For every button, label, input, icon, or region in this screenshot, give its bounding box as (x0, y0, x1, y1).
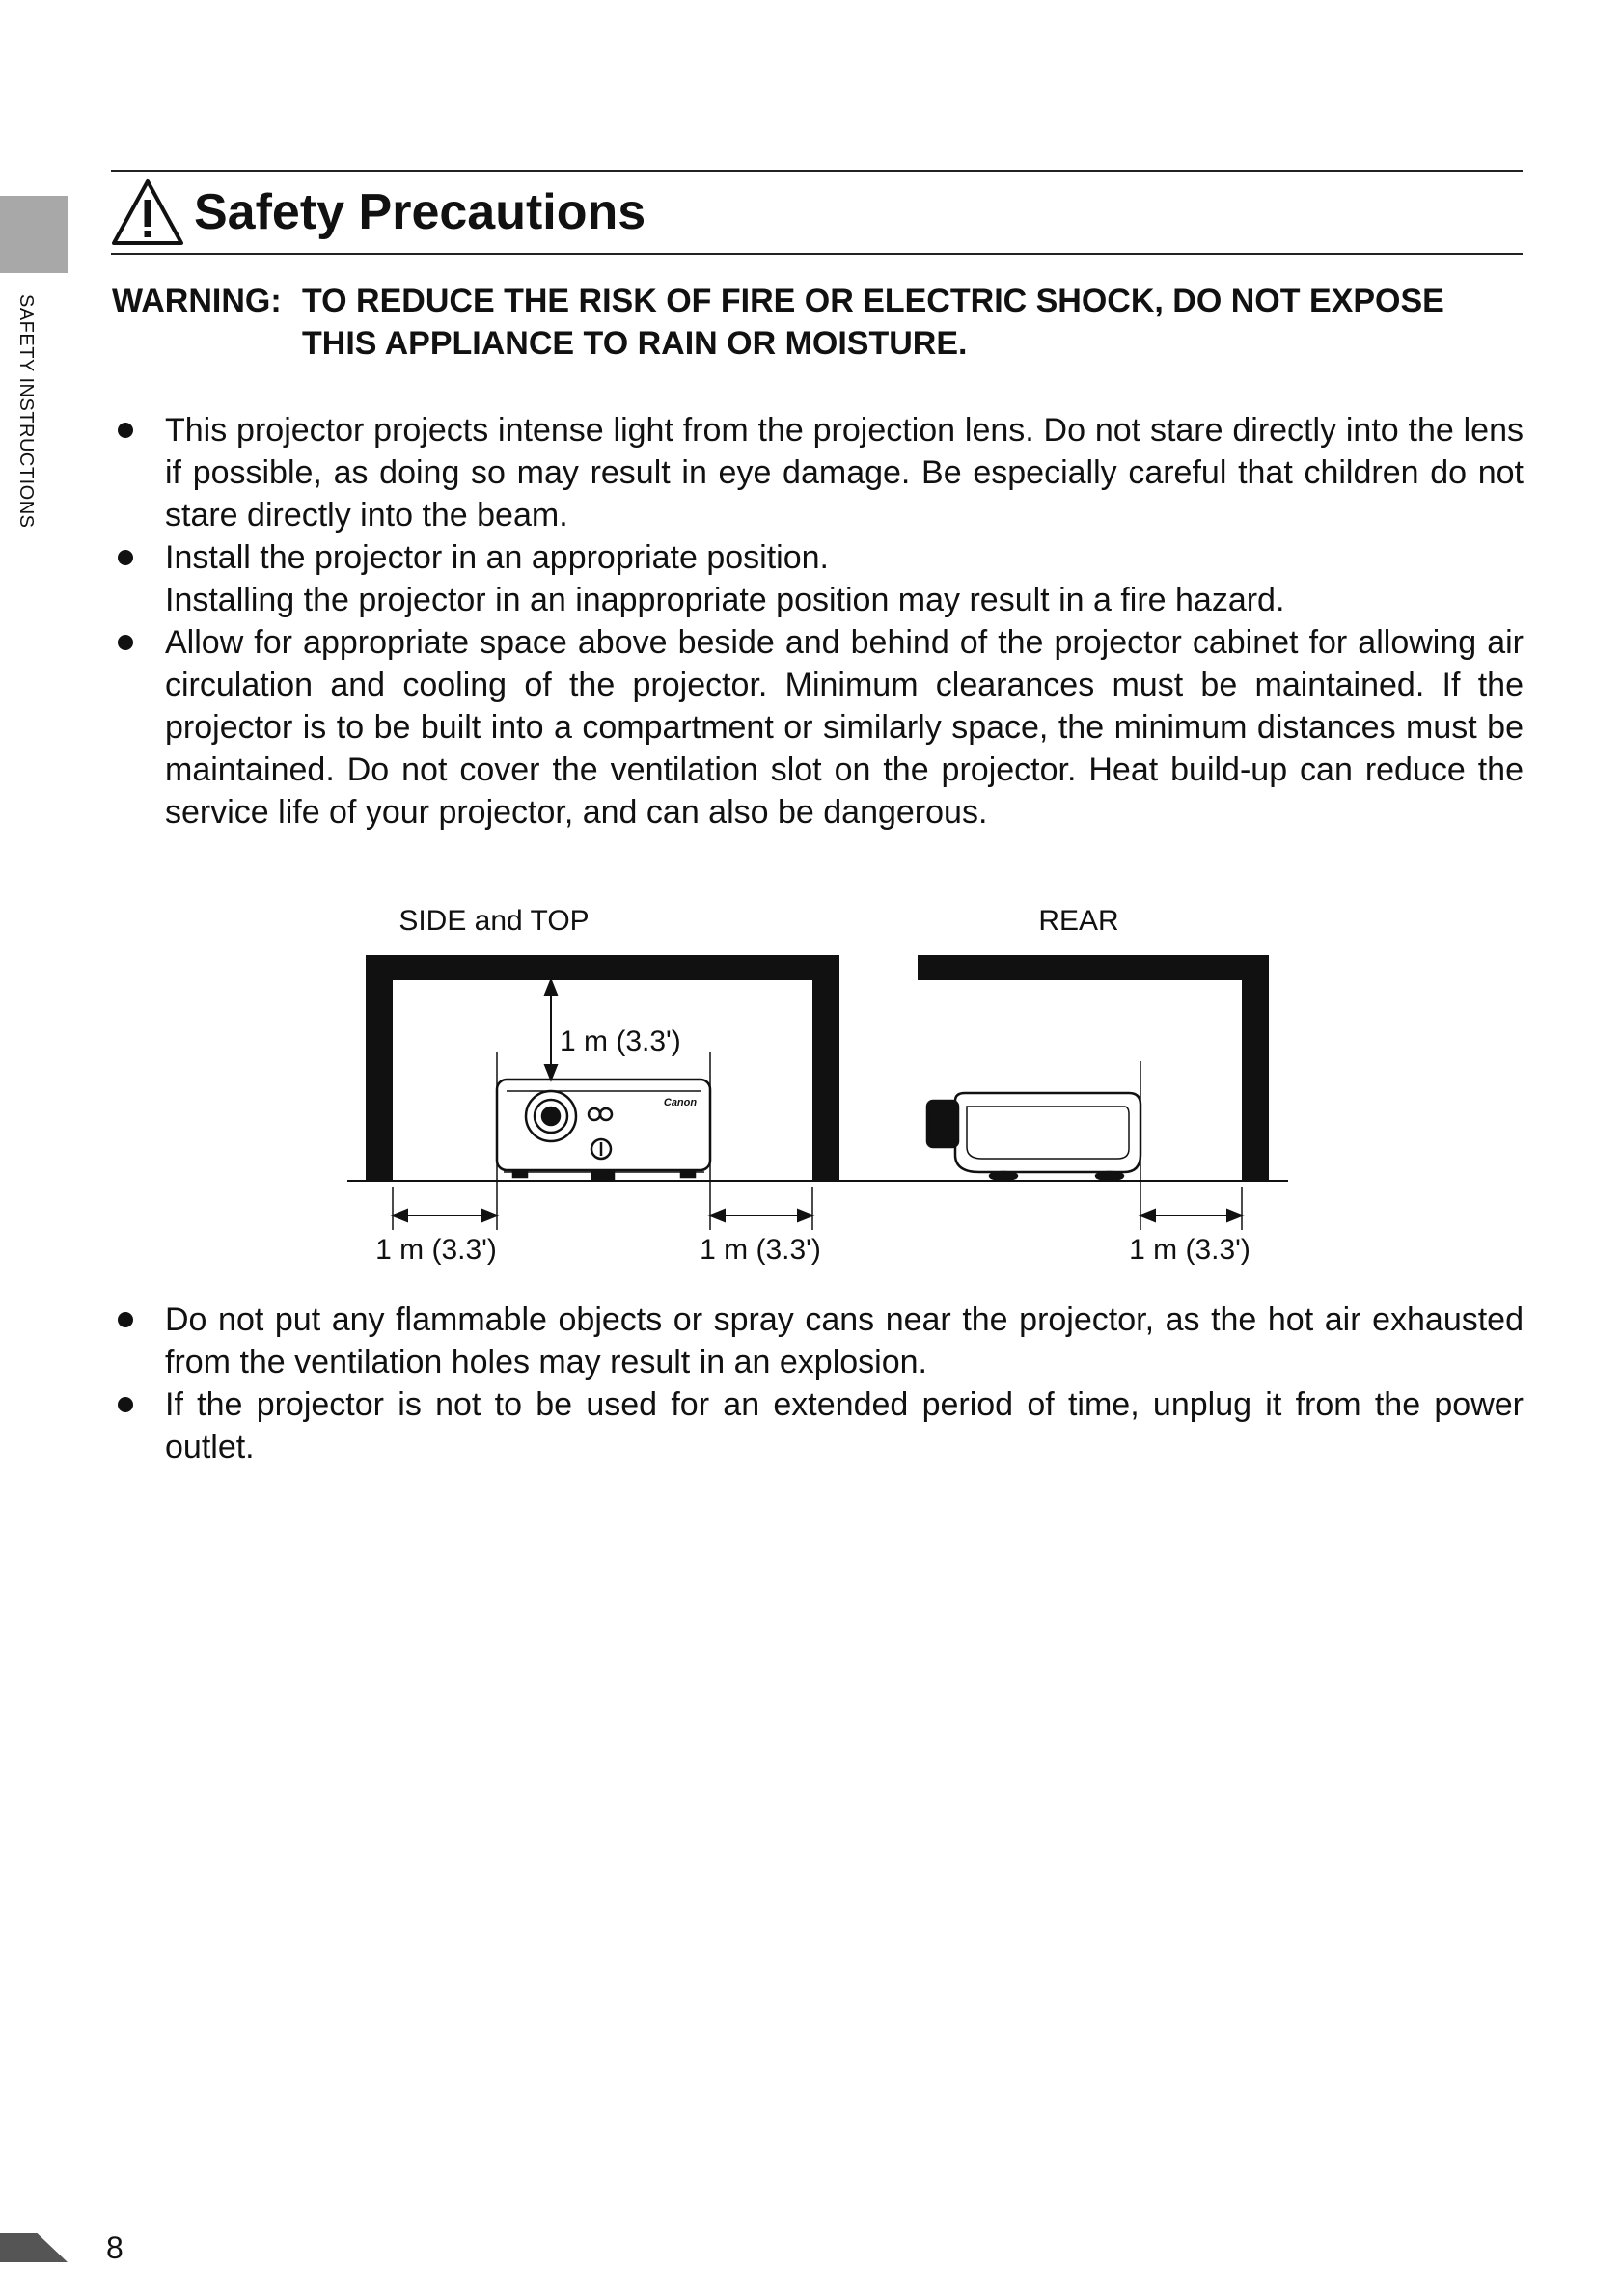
list-item-text-continued: Installing the projector in an inappropriate position may result in a fire hazard. (165, 582, 1285, 618)
list-item-text: Do not put any flammable objects or spray cans near the projector, as the hot air exhausted from the ventilation holes may result in an explosion. (165, 1301, 1524, 1380)
page-title: Safety Precautions (194, 184, 646, 240)
top-clearance-label: 1 m (3.3') (560, 1025, 681, 1057)
bullet-icon (118, 1397, 133, 1412)
rear-label: REAR (1038, 905, 1119, 937)
precaution-list-top (0, 409, 1621, 834)
list-item (0, 1383, 1524, 1468)
brand-logo: Canon (663, 1097, 698, 1108)
page-number: 8 (106, 2230, 124, 2265)
bullet-icon (118, 550, 133, 565)
rear-clearance-label: 1 m (3.3') (1129, 1234, 1250, 1266)
list-item-text: Install the projector in an appropriate position. (165, 539, 829, 576)
side-top-enclosure (366, 955, 839, 1181)
header-rule-top (111, 170, 1523, 172)
list-item-text: This projector projects intense light from the projection lens. Do not stare directly into the lens if possible, as doing so may result in eye damage. Be especially careful that children do not stare directly into the beam. (165, 412, 1524, 533)
list-item-text: If the projector is not to be used for an extended period of time, unplug it from the power outlet. (165, 1386, 1524, 1465)
list-item (0, 621, 1524, 834)
list-item (0, 536, 1524, 621)
warning-line-1: TO REDUCE THE RISK OF FIRE OR ELECTRIC SHOCK, DO NOT EXPOSE (302, 283, 1444, 319)
section-label: SAFETY INSTRUCTIONS (15, 294, 37, 529)
warning-triangle-icon (111, 178, 184, 246)
rear-clearance-arrow (1140, 1210, 1242, 1221)
precaution-list-bottom (0, 1298, 1621, 1468)
left-clearance-arrow (393, 1210, 497, 1221)
page-header (111, 176, 646, 249)
rear-enclosure (918, 955, 1269, 1181)
bullet-icon (118, 1312, 133, 1327)
projector-front-icon (497, 1080, 710, 1179)
warning-prefix: WARNING: (112, 283, 282, 319)
list-item (0, 409, 1524, 536)
page-number-tab (0, 2233, 68, 2262)
right-clearance-arrow (710, 1210, 812, 1221)
list-item-text: Allow for appropriate space above beside and behind of the projector cabinet for allowing air circulation and cooling of the projector. Minimum clearances must be maintained. If the projector is to be built into a compartment or similarly space, the minimum distances must be maintained. Do not cover the ventilation slot on the projector. Heat build-up can reduce the service life of your projector, and can also be dangerous. (165, 624, 1524, 831)
top-clearance-arrow (545, 980, 557, 1080)
warning-line-2: THIS APPLIANCE TO RAIN OR MOISTURE. (302, 325, 968, 362)
header-rule-bottom (111, 253, 1523, 255)
bullet-icon (118, 635, 133, 650)
projector-side-icon (927, 1093, 1140, 1180)
clearance-diagram-svg (338, 902, 1293, 1288)
clearance-diagram (338, 902, 1293, 1288)
side-top-label: SIDE and TOP (398, 905, 590, 937)
left-clearance-label: 1 m (3.3') (375, 1234, 497, 1266)
right-clearance-label: 1 m (3.3') (700, 1234, 821, 1266)
section-tab (0, 196, 68, 273)
bullet-icon (118, 423, 133, 438)
list-item (0, 1298, 1524, 1383)
